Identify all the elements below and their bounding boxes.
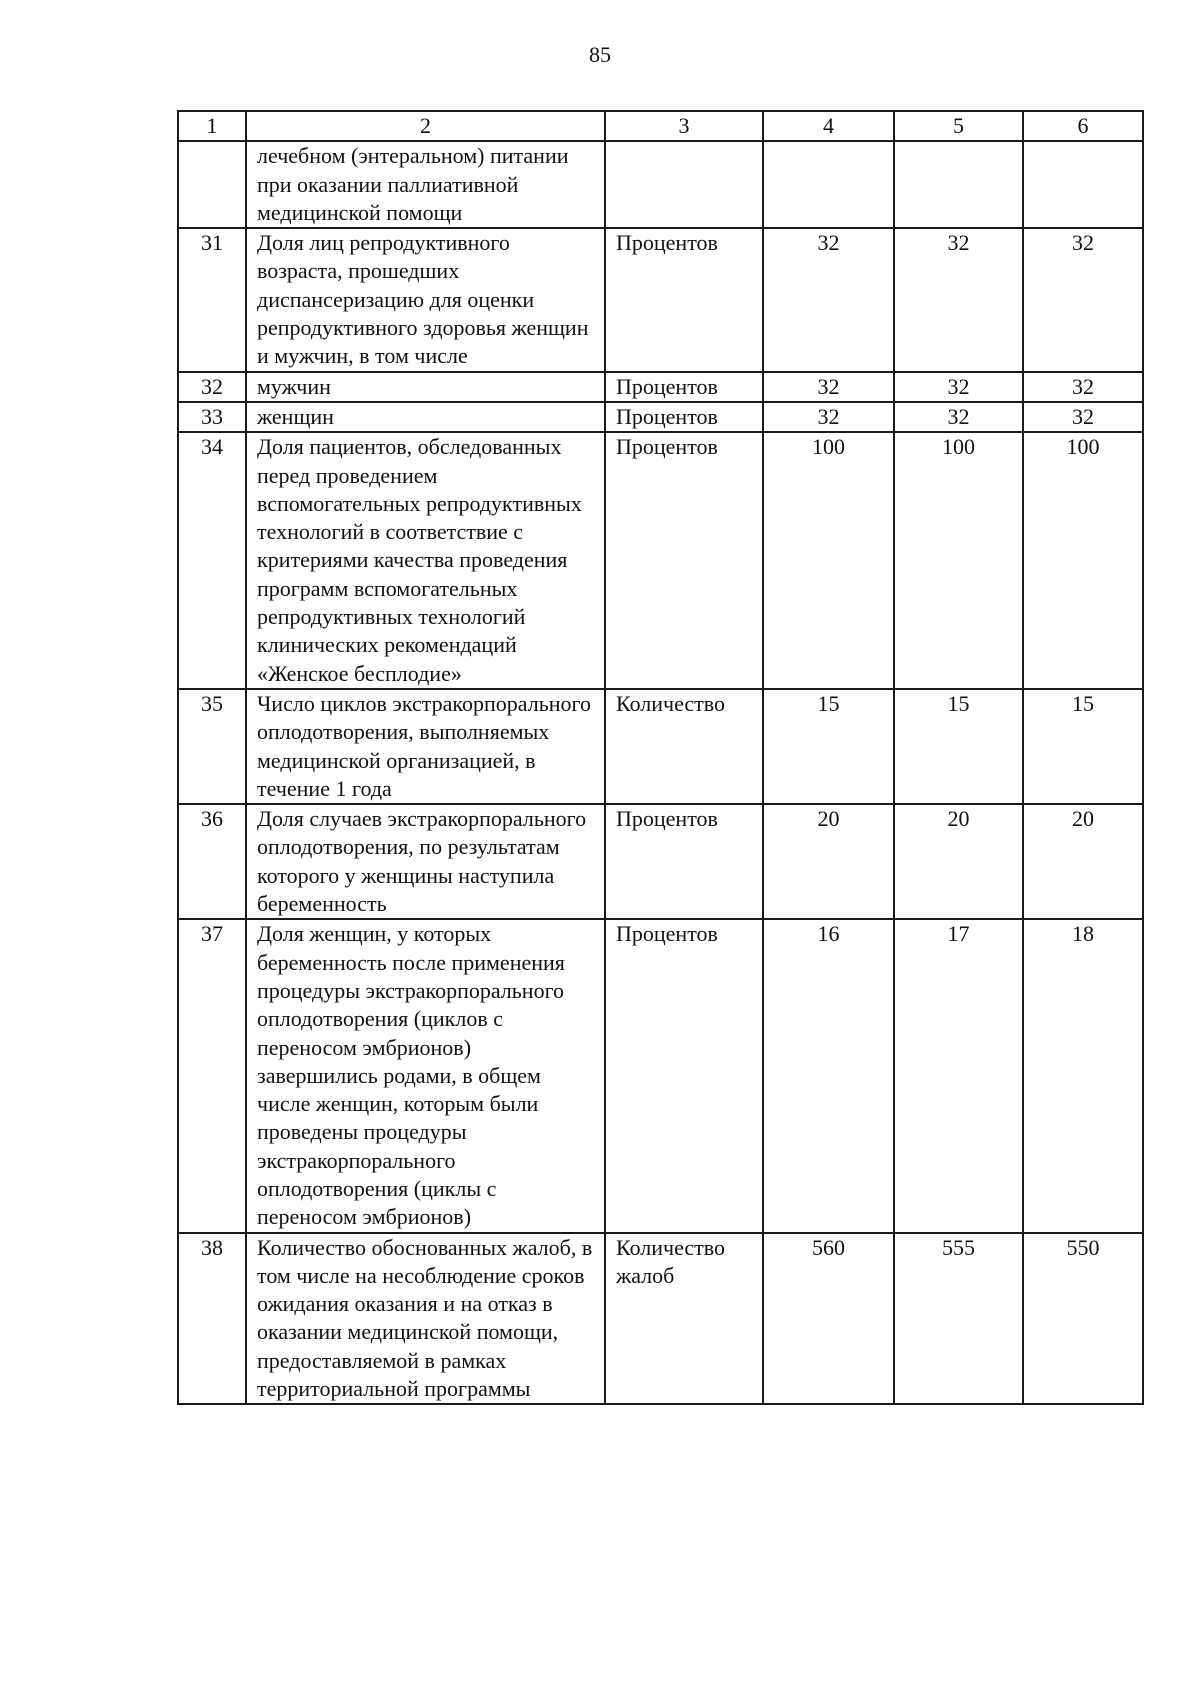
value-col-6: 18 (1023, 919, 1143, 1232)
value-col-5: 100 (894, 432, 1023, 689)
indicator-text: лечебном (энтеральном) питании при оказании паллиативной медицинской помощи (246, 141, 605, 228)
table-row (178, 919, 1143, 1232)
indicator-text: Доля женщин, у которых беременность после применения процедуры экстракорпорального оплодотворения (циклов с переносом эмбрионов) завершились родами, в общем числе женщин, которым были проведены процедуры экстракорпорального оплодотворения (циклы с переносом эмбрионов) (246, 919, 605, 1232)
row-number: 37 (178, 919, 246, 1232)
table-row (178, 372, 1143, 402)
table-row (178, 804, 1143, 919)
value-col-4: 32 (763, 372, 894, 402)
value-col-6: 20 (1023, 804, 1143, 919)
indicators-table (177, 110, 1144, 1405)
value-col-5: 17 (894, 919, 1023, 1232)
value-col-5: 555 (894, 1233, 1023, 1405)
value-col-5 (894, 141, 1023, 228)
value-col-4 (763, 141, 894, 228)
column-header-6: 6 (1023, 111, 1143, 141)
indicator-text: Доля случаев экстракорпорального оплодотворения, по результатам которого у женщины наступила беременность (246, 804, 605, 919)
value-col-4: 16 (763, 919, 894, 1232)
unit-cell: Процентов (605, 804, 763, 919)
value-col-6: 32 (1023, 372, 1143, 402)
value-col-6 (1023, 141, 1143, 228)
value-col-6: 32 (1023, 402, 1143, 432)
table-row (178, 1233, 1143, 1405)
indicator-text: мужчин (246, 372, 605, 402)
row-number: 36 (178, 804, 246, 919)
value-col-4: 15 (763, 689, 894, 804)
value-col-5: 32 (894, 402, 1023, 432)
table-row (178, 228, 1143, 371)
row-number: 35 (178, 689, 246, 804)
value-col-4: 20 (763, 804, 894, 919)
column-header-3: 3 (605, 111, 763, 141)
row-number: 34 (178, 432, 246, 689)
indicator-text: Число циклов экстракорпорального оплодотворения, выполняемых медицинской организацией, в течение 1 года (246, 689, 605, 804)
header-row (178, 111, 1143, 141)
unit-cell: Процентов (605, 372, 763, 402)
row-number (178, 141, 246, 228)
column-header-4: 4 (763, 111, 894, 141)
value-col-5: 32 (894, 228, 1023, 371)
value-col-4: 100 (763, 432, 894, 689)
value-col-4: 32 (763, 228, 894, 371)
unit-cell: Процентов (605, 919, 763, 1232)
unit-cell: Процентов (605, 402, 763, 432)
value-col-4: 560 (763, 1233, 894, 1405)
unit-cell: Процентов (605, 432, 763, 689)
table-row (178, 432, 1143, 689)
indicator-text: Количество обоснованных жалоб, в том числе на несоблюдение сроков ожидания оказания и на отказ в оказании медицинской помощи, предоставляемой в рамках территориальной программы (246, 1233, 605, 1405)
page-number: 85 (589, 42, 611, 67)
value-col-6: 100 (1023, 432, 1143, 689)
value-col-5: 15 (894, 689, 1023, 804)
column-header-1: 1 (178, 111, 246, 141)
indicator-text: Доля пациентов, обследованных перед проведением вспомогательных репродуктивных технологий в соответствие с критериями качества проведения программ вспомогательных репродуктивных технологий клинических рекомендаций «Женское бесплодие» (246, 432, 605, 689)
row-number: 31 (178, 228, 246, 371)
indicator-text: женщин (246, 402, 605, 432)
table-row (178, 141, 1143, 228)
row-number: 33 (178, 402, 246, 432)
value-col-6: 15 (1023, 689, 1143, 804)
table-row (178, 689, 1143, 804)
unit-cell (605, 141, 763, 228)
value-col-6: 550 (1023, 1233, 1143, 1405)
indicator-text: Доля лиц репродуктивного возраста, прошедших диспансеризацию для оценки репродуктивного здоровья женщин и мужчин, в том числе (246, 228, 605, 371)
row-number: 32 (178, 372, 246, 402)
table-row (178, 402, 1143, 432)
unit-cell: Количество (605, 689, 763, 804)
value-col-6: 32 (1023, 228, 1143, 371)
value-col-5: 32 (894, 372, 1023, 402)
column-header-2: 2 (246, 111, 605, 141)
value-col-5: 20 (894, 804, 1023, 919)
value-col-4: 32 (763, 402, 894, 432)
column-header-5: 5 (894, 111, 1023, 141)
unit-cell: Количество жалоб (605, 1233, 763, 1405)
unit-cell: Процентов (605, 228, 763, 371)
row-number: 38 (178, 1233, 246, 1405)
